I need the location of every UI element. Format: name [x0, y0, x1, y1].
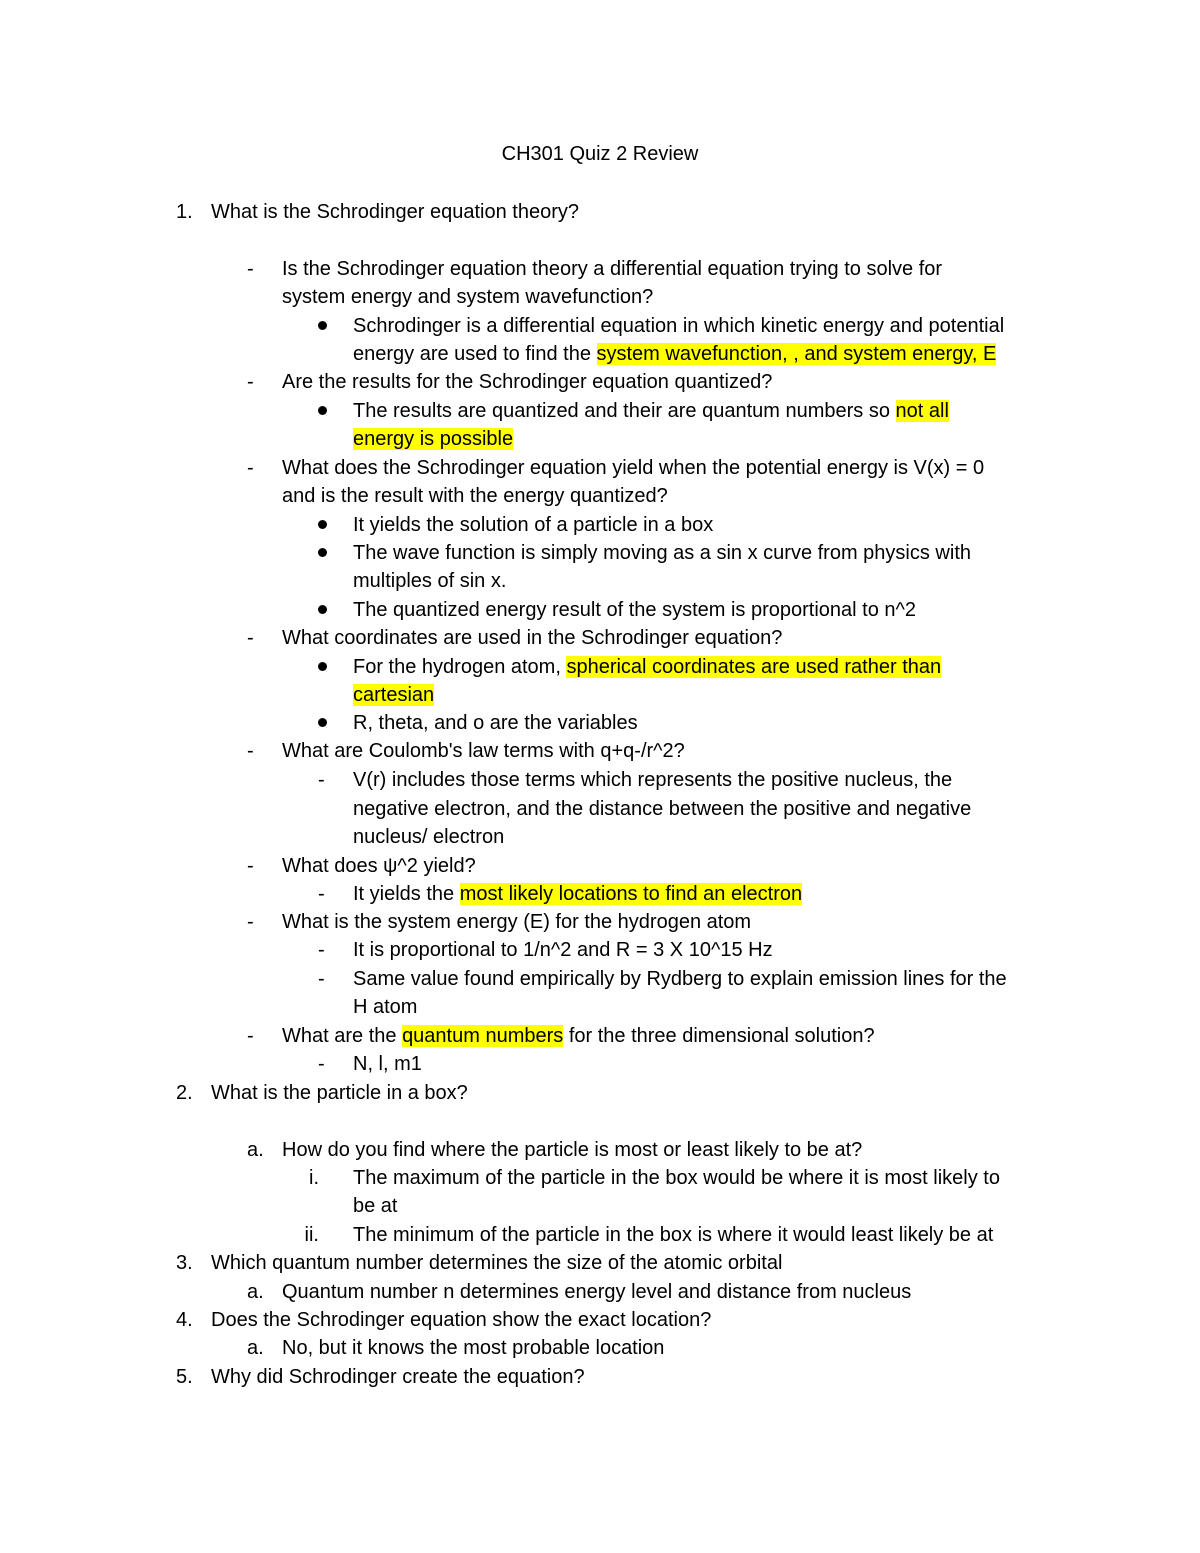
list-number-2: 2. — [176, 1082, 193, 1104]
q1-sub-3-answer-1: It yields the solution of a particle in a box — [353, 514, 714, 536]
q1-sub-4: What coordinates are used in the Schrodinger equation? — [282, 627, 783, 649]
q1-sub-7-answer-1: It is proportional to 1/n^2 and R = 3 X 10^15 Hz — [353, 939, 773, 961]
q1-sub-1-line-1: Is the Schrodinger equation theory a differential equation trying to solve for — [282, 258, 943, 280]
list-number-1: 1. — [176, 201, 193, 223]
q2-sub-a-i-line-2: be at — [353, 1195, 398, 1217]
q1-sub-7: What is the system energy (E) for the hydrogen atom — [282, 911, 752, 933]
q1-sub-4-answer-2: R, theta, and o are the variables — [353, 712, 638, 734]
list-number-5: 5. — [176, 1366, 193, 1388]
question-2: What is the particle in a box? — [211, 1082, 468, 1104]
q1-sub-2: Are the results for the Schrodinger equation quantized? — [282, 371, 773, 393]
highlight: quantum numbers — [402, 1025, 564, 1047]
q2-sub-a-ii: The minimum of the particle in the box is where it would least likely be at — [353, 1224, 994, 1246]
highlight: system wavefunction, , and system energy, E — [596, 343, 997, 365]
question-4: Does the Schrodinger equation show the exact location? — [211, 1309, 712, 1331]
highlight: most likely locations to find an electron — [459, 883, 803, 905]
q1-sub-8-answer: N, l, m1 — [353, 1053, 422, 1075]
q1-sub-3-answer-2-line-1: The wave function is simply moving as a sin x curve from physics with — [353, 542, 971, 564]
dash-marker: - — [247, 258, 254, 280]
q1-sub-5-answer-line-3: nucleus/ electron — [353, 826, 505, 848]
dash-marker: - — [247, 855, 254, 877]
bullet-icon — [318, 548, 327, 557]
bullet-icon — [318, 662, 327, 671]
q2-sub-a: How do you find where the particle is most or least likely to be at? — [282, 1139, 863, 1161]
q1-sub-3-line-1: What does the Schrodinger equation yield when the potential energy is V(x) = 0 — [282, 457, 985, 479]
q1-sub-4-answer-1-line-2 — [353, 681, 434, 709]
q1-sub-8: What are the quantum numbers for the three dimensional solution? — [282, 1025, 875, 1047]
question-1: What is the Schrodinger equation theory? — [211, 201, 579, 223]
q1-sub-1-line-2: system energy and system wavefunction? — [282, 286, 654, 308]
bullet-icon — [318, 718, 327, 727]
highlight: spherical coordinates are used rather than — [566, 656, 942, 678]
q1-sub-7-answer-2-line-2: H atom — [353, 996, 418, 1018]
roman-marker-i: i. — [309, 1167, 319, 1189]
q3-sub-a: Quantum number n determines energy level and distance from nucleus — [282, 1281, 912, 1303]
list-number-4: 4. — [176, 1309, 193, 1331]
q1-sub-3-line-2: and is the result with the energy quantized? — [282, 485, 668, 507]
q1-sub-6: What does ψ^2 yield? — [282, 855, 476, 877]
q1-sub-5: What are Coulomb's law terms with q+q-/r^2? — [282, 740, 685, 762]
dash-marker: - — [247, 1025, 254, 1047]
highlight: cartesian — [353, 684, 435, 706]
bullet-icon — [318, 605, 327, 614]
dash-marker: - — [247, 371, 254, 393]
q1-sub-2-answer-line-1: The results are quantized and their are quantum numbers so not all — [353, 400, 949, 422]
q1-sub-1-answer-line-1: Schrodinger is a differential equation in which kinetic energy and potential — [353, 315, 1005, 337]
q1-sub-2-answer-line-2 — [353, 425, 513, 453]
dash-marker: - — [247, 457, 254, 479]
highlight: energy is possible — [353, 428, 514, 450]
q1-sub-7-answer-2-line-1: Same value found empirically by Rydberg to explain emission lines for the — [353, 968, 1007, 990]
dash-marker: - — [318, 769, 325, 791]
q1-sub-3-answer-3: The quantized energy result of the system is proportional to n^2 — [353, 599, 917, 621]
roman-marker-ii: ii. — [304, 1224, 319, 1246]
dash-marker: - — [247, 740, 254, 762]
q2-sub-a-i-line-1: The maximum of the particle in the box would be where it is most likely to — [353, 1167, 1000, 1189]
q1-sub-5-answer-line-2: negative electron, and the distance between the positive and negative — [353, 798, 972, 820]
q1-sub-4-answer-1-line-1: For the hydrogen atom, spherical coordinates are used rather than — [353, 656, 942, 678]
letter-marker-a: a. — [247, 1139, 264, 1161]
q1-sub-5-answer-line-1: V(r) includes those terms which represents the positive nucleus, the — [353, 769, 953, 791]
bullet-icon — [318, 520, 327, 529]
document-title: CH301 Quiz 2 Review — [501, 143, 699, 165]
q4-sub-a: No, but it knows the most probable location — [282, 1337, 665, 1359]
dash-marker: - — [318, 968, 325, 990]
q1-sub-3-answer-2-line-2: multiples of sin x. — [353, 570, 507, 592]
letter-marker-a: a. — [247, 1281, 264, 1303]
bullet-icon — [318, 321, 327, 330]
question-3: Which quantum number determines the size of the atomic orbital — [211, 1252, 783, 1274]
dash-marker: - — [247, 627, 254, 649]
highlight: not all — [895, 400, 949, 422]
letter-marker-a: a. — [247, 1337, 264, 1359]
q1-sub-6-answer: It yields the most likely locations to find an electron — [353, 883, 803, 905]
dash-marker: - — [318, 939, 325, 961]
bullet-icon — [318, 406, 327, 415]
dash-marker: - — [247, 911, 254, 933]
dash-marker: - — [318, 883, 325, 905]
dash-marker: - — [318, 1053, 325, 1075]
list-number-3: 3. — [176, 1252, 193, 1274]
q1-sub-1-answer-line-2: energy are used to find the system wavefunction, , and system energy, E — [353, 343, 997, 365]
question-5: Why did Schrodinger create the equation? — [211, 1366, 585, 1388]
